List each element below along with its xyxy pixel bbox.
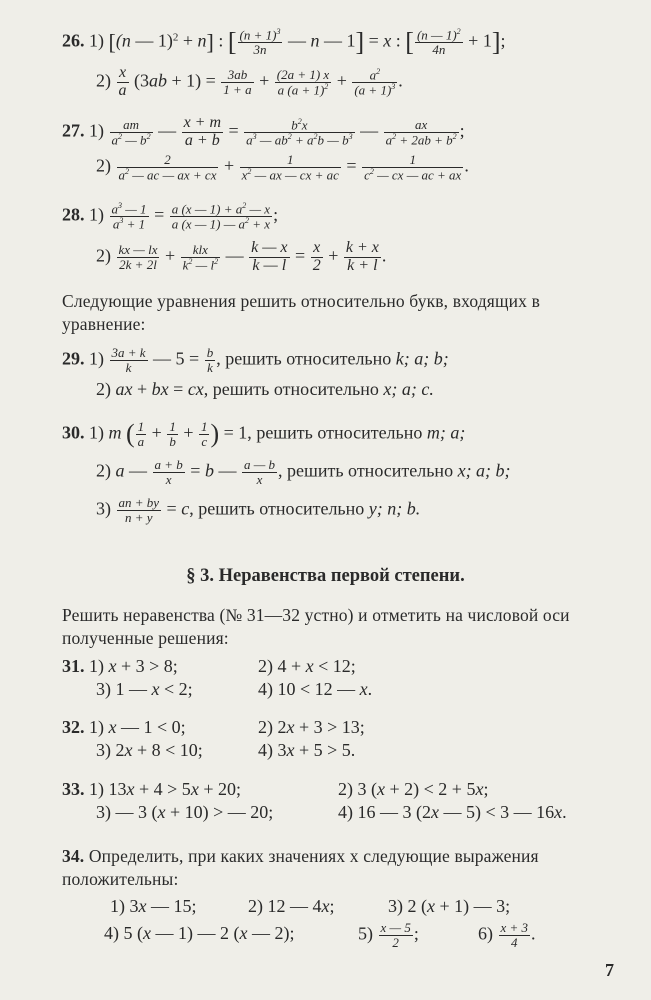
problem-33-3: 3) — 3 (x + 10) > — 20; [96, 802, 274, 822]
problem-32-line-1: 32. 1) x — 1 < 0; [62, 717, 186, 737]
problem-33-line-1: 33. 1) 13x + 4 > 5x + 20; [62, 779, 241, 799]
problem-number: 30. [62, 422, 85, 443]
problem-34-4: 4) 5 (x — 1) — 2 (x — 2); [104, 923, 295, 943]
problem-34-statement: Определить, при каких значениях x следующие выражения положительны: [62, 846, 539, 889]
problem-26-line-1: 26. 1) [(n — 1)$^2$ + n] : [ $\frac{(n + 1)^3}{3n}$ — n — 1] = x : [ $\frac{(n — 1)^2}{4n}$ + 1]; [62, 27, 506, 57]
problem-29-2-instruction: решить относительно [212, 379, 379, 399]
problem-31-line-1: 31. 1) x + 3 > 8; [62, 656, 178, 676]
intro-paragraph: Следующие уравнения решить относительно букв, входящих в уравнение: [62, 291, 540, 334]
problem-30-1-instruction: решить относительно [256, 422, 423, 443]
problem-27-line-2: 2) $\frac{2}{a^2 — ac — ax + cx}$ + $\frac{1}{x^2 — ax — cx + ac}$ = $\frac{1}{c^2 — cx — ac + ax}$ . [96, 152, 469, 182]
problem-30-3-instruction: решить относительно [198, 498, 365, 519]
problem-34-5: 5) $\frac{x — 5}{2}$ ; [358, 920, 419, 950]
problem-number: 29. [62, 348, 85, 369]
problem-30-2-instruction: решить относительно [287, 460, 454, 481]
problem-number: 28. [62, 204, 85, 225]
problem-34-2: 2) 12 — 4x; [248, 896, 335, 916]
problem-34-text [62, 845, 614, 891]
problem-34-6: 6) $\frac{x + 3}{4}$ . [478, 920, 536, 950]
problem-29-line-1: 29. 1) $\frac{3a + k}{k}$ — 5 = $\frac{b}{k}$ , решить относительно k; a; b; [62, 345, 449, 375]
problem-32-3: 3) 2x + 8 < 10; [96, 740, 203, 760]
problem-28-line-1: 28. 1) $\frac{a^3 — 1}{a^3 + 1}$ = $\frac{a (x — 1) + a^2 — x}{a (x — 1) — a^2 + x}$ ; [62, 201, 279, 232]
section-heading: § 3. Неравенства первой степени. [186, 566, 465, 586]
problem-26-line-2: 2) $\frac{x}{a}$ (3ab + 1) = $\frac{3ab}{1 + a}$ + $\frac{(2a + 1) x}{a (a + 1)^2}$ + $\frac{a^2}{(a + 1)^3}$ . [96, 64, 403, 99]
problem-32-2: 2) 2x + 3 > 13; [258, 717, 365, 737]
page-number: 7 [605, 960, 614, 980]
problem-29-1-instruction: решить относительно [225, 348, 392, 369]
problem-number: 26. [62, 30, 85, 51]
problem-34-3: 3) 2 (x + 1) — 3; [388, 896, 511, 916]
problem-30-line-2: 2) a — $\frac{a + b}{x}$ = b — $\frac{a — b}{x}$ , решить относительно x; a; b; [96, 457, 511, 487]
problem-31-2: 2) 4 + x < 12; [258, 656, 356, 676]
problem-33-2: 2) 3 (x + 2) < 2 + 5x; [338, 779, 489, 799]
problem-30-line-3: 3) $\frac{an + by}{n + y}$ = c, решить относительно y; n; b. [96, 495, 421, 525]
problem-32-4: 4) 3x + 5 > 5. [258, 740, 356, 760]
problem-31-4: 4) 10 < 12 — x. [258, 679, 373, 699]
problem-number: 27. [62, 120, 85, 141]
problem-27-line-1: 27. 1) $\frac{am}{a^2 — b^2}$ — $\frac{x + m}{a + b}$ = $\frac{b^2x}{a^3 — ab^2 + a^2b — b^3}$ — $\frac{ax}{a^2 + 2ab + b^2}$ ; [62, 114, 465, 149]
problem-30-2-vars: x; a; b; [457, 460, 511, 481]
problem-30-1-vars: m; a; [426, 422, 466, 443]
problem-29-2-vars: x; a; c. [383, 379, 434, 399]
problem-29-line-2: 2) ax + bx = cx, решить относительно x; a; c. [96, 379, 434, 399]
problem-28-line-2: 2) $\frac{kx — lx}{2k + 2l}$ + klx $k^2$ — $l^2$ — $\frac{k — x}{k — l}$ = $\frac{x}{2}$ + $\frac{k + x}{k + l}$ . [96, 239, 387, 274]
problem-number: 33. [62, 779, 85, 799]
problem-31-3: 3) 1 — x < 2; [96, 679, 193, 699]
section-intro: Решить неравенства (№ 31—32 устно) и отметить на числовой оси полученные решения: [62, 605, 570, 648]
problem-30-line-1: 30. 1) m ( $\frac{1}{a}$ + $\frac{1}{b}$ + $\frac{1}{c}$ ) = 1, решить относительно m; a; [62, 419, 466, 449]
problem-number: 34. [62, 846, 85, 866]
problem-number: 32. [62, 717, 85, 737]
problem-30-3-vars: y; n; b. [368, 498, 421, 519]
problem-number: 31. [62, 656, 85, 676]
problem-33-4: 4) 16 — 3 (2x — 5) < 3 — 16x. [338, 802, 567, 822]
problem-29-1-vars: k; a; b; [395, 348, 449, 369]
problem-34-1: 1) 3x — 15; [110, 896, 197, 916]
